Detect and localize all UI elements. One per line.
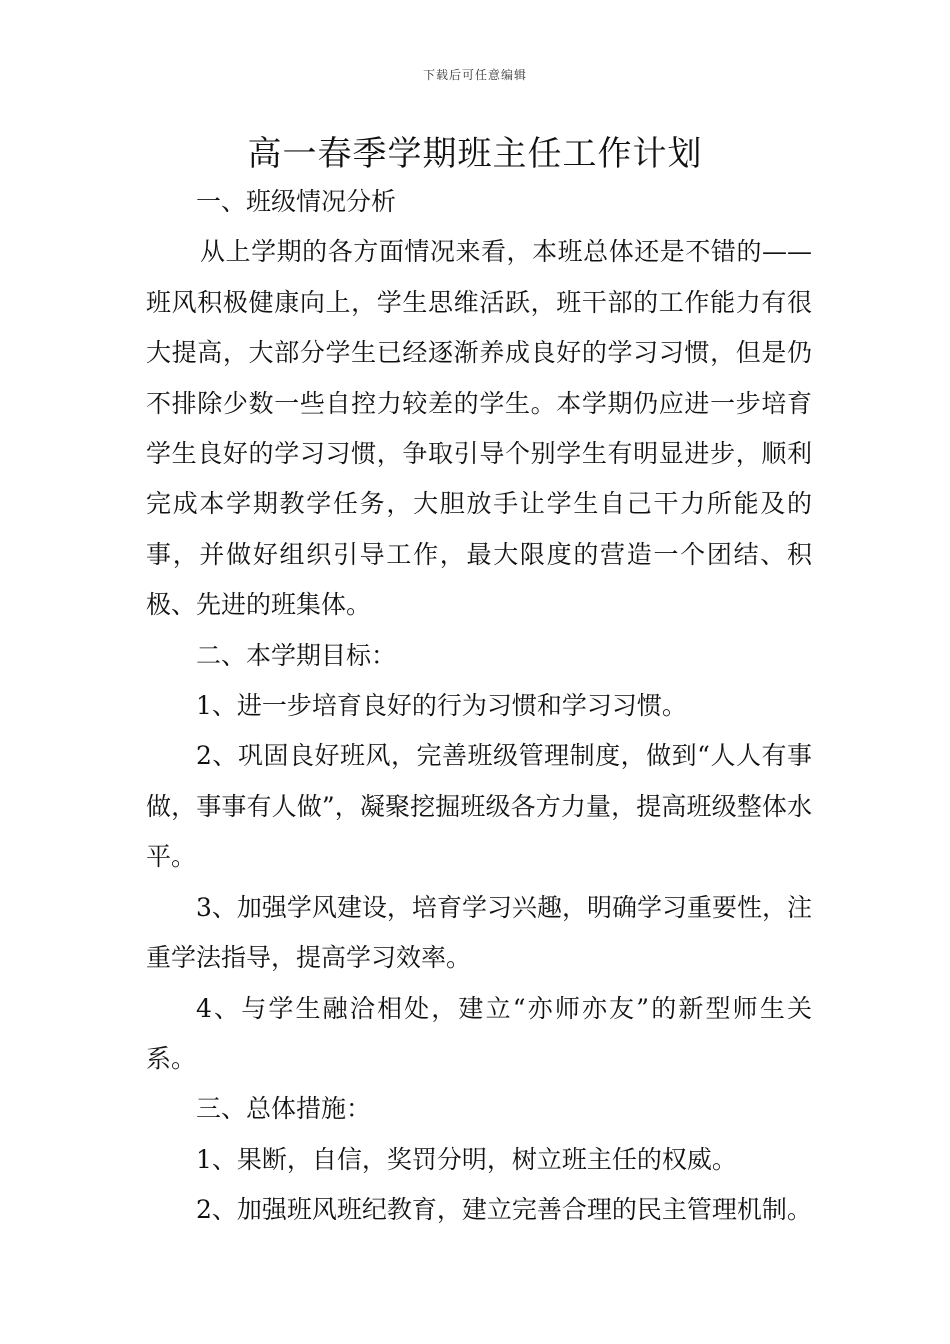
header-note: 下载后可任意编辑 — [422, 68, 527, 82]
section3-heading: 三、总体措施： — [196, 1094, 372, 1124]
section1-heading: 一、班级情况分析 — [196, 187, 397, 216]
section2-heading: 二、本学期目标： — [196, 640, 397, 670]
goal-item: 4、与学生融洽相处，建立“亦师亦友”的新型师生关系。 — [146, 993, 812, 1073]
document-title: 高一春季学期班主任工作计划 — [247, 134, 703, 174]
goal-item: 2、巩固良好班风，完善班级管理制度，做到“人人有事做，事事有人做”，凝聚挖掘班级各方力量，提高班级整体水平。 — [146, 741, 812, 872]
goal-item: 3、加强学风建设，培育学习兴趣，明确学习重要性，注重学法指导，提高学习效率。 — [146, 892, 812, 973]
measure-item: 1、果断，自信，奖罚分明，树立班主任的权威。 — [196, 1144, 737, 1174]
document-body — [146, 177, 812, 1236]
measure-item: 2、加强班风班纪教育，建立完善合理的民主管理机制。 — [196, 1195, 812, 1225]
section1-paragraph: 从上学期的各方面情况来看，本班总体还是不错的——班风积极健康向上，学生思维活跃，班干部的工作能力有很大提高，大部分学生已经逐渐养成良好的学习习惯，但是仍不排除少数一些自控力较差的学生。本学期仍应进一步培育学生良好的学习习惯，争取引导个别学生有明显进步，顺利完成本学期教学任务，大胆放手让学生自己干力所能及的事，并做好组织引导工作，最大限度的营造一个团结、积极、先进的班集体。 — [146, 237, 812, 620]
goal-item: 1、进一步培育良好的行为习惯和学习习惯。 — [196, 691, 687, 721]
